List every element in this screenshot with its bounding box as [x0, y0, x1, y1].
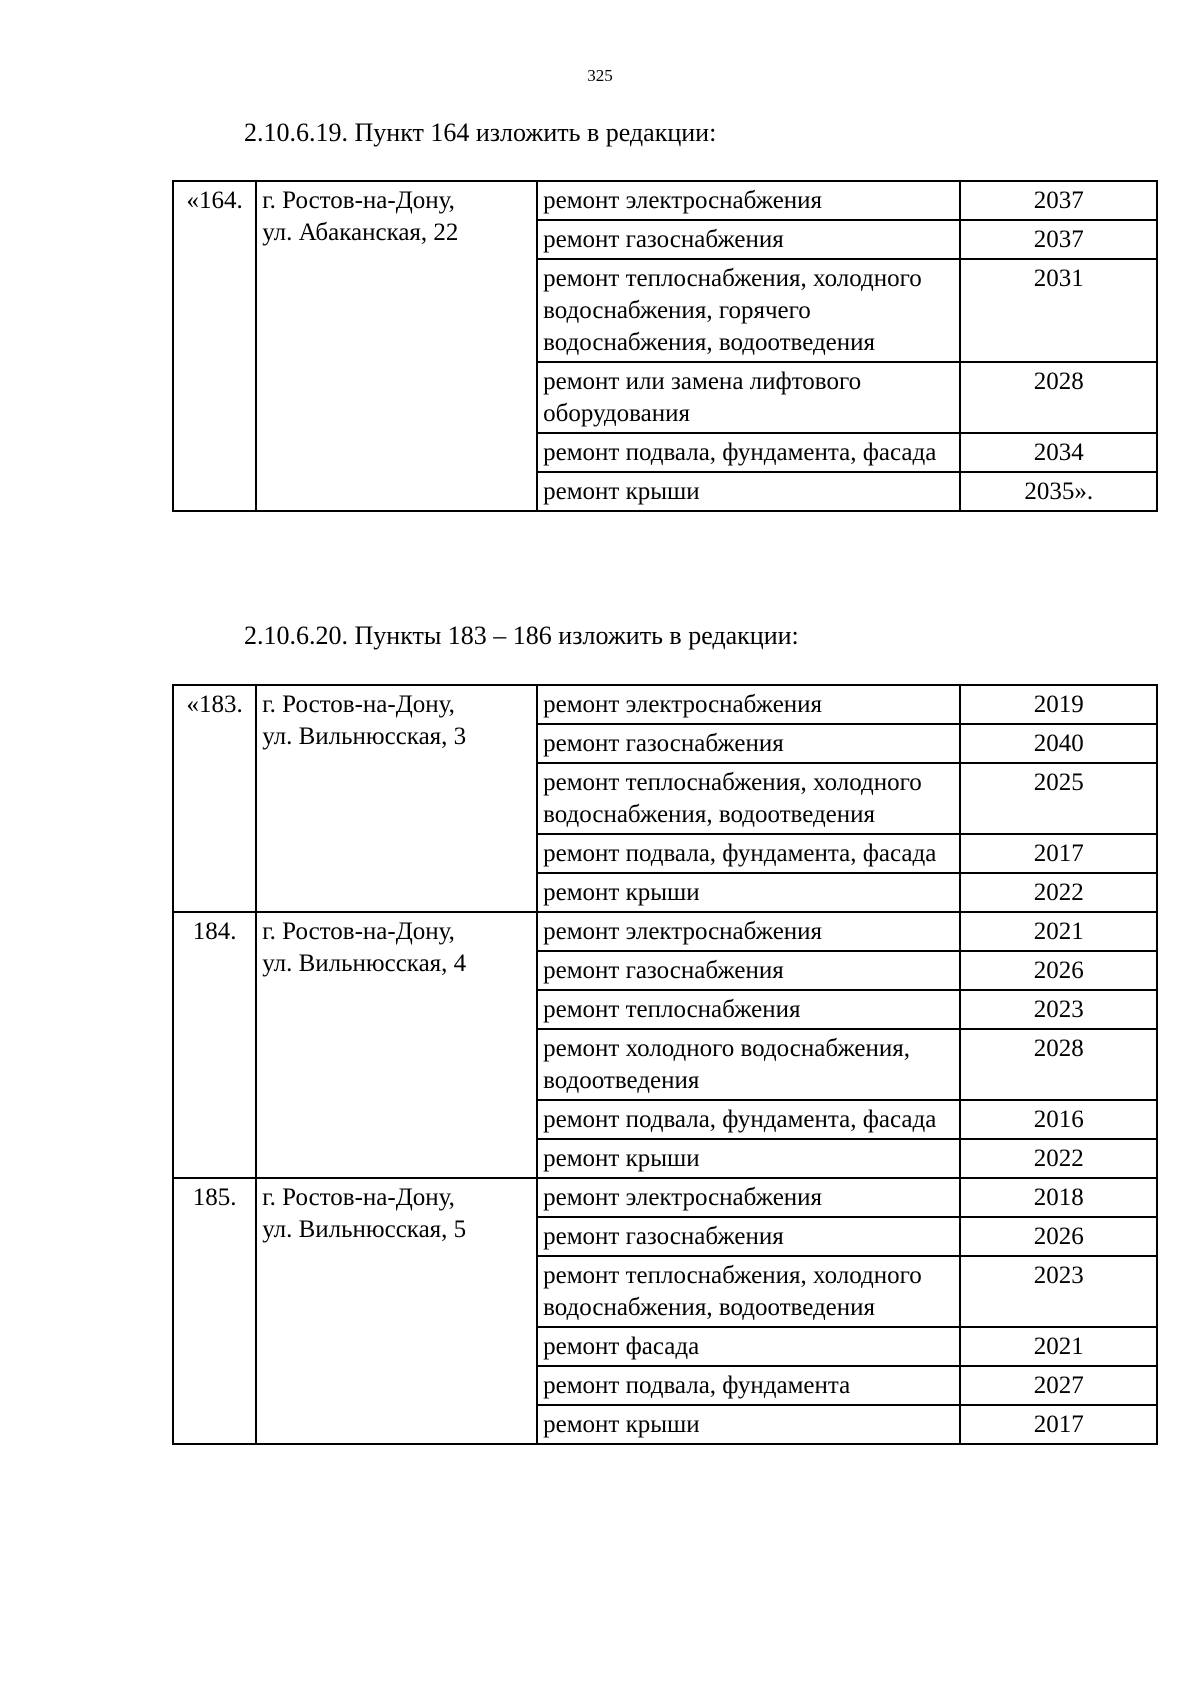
work-year: 2025: [960, 763, 1157, 834]
address-line: г. Ростов-на-Дону,: [262, 918, 455, 945]
table-row: [173, 181, 1157, 220]
work-year: 2017: [960, 834, 1157, 873]
work-year: 2026: [960, 1217, 1157, 1256]
work-type: ремонт крыши: [537, 873, 960, 912]
work-year: 2034: [960, 433, 1157, 472]
work-year: 2016: [960, 1100, 1157, 1139]
work-year: 2023: [960, 990, 1157, 1029]
address-line: ул. Вильнюсская, 5: [262, 1216, 467, 1243]
item-number: «164.: [173, 181, 256, 511]
repair-schedule-table: [172, 180, 1158, 512]
work-type: ремонт или замена лифтового оборудования: [537, 362, 960, 433]
address-line: г. Ростов-на-Дону,: [262, 187, 455, 214]
work-year: 2021: [960, 912, 1157, 951]
item-number: 184.: [173, 912, 256, 1178]
work-year: 2019: [960, 685, 1157, 724]
section-heading: 2.10.6.20. Пункты 183 – 186 изложить в редакции:: [244, 621, 799, 650]
work-type: ремонт газоснабжения: [537, 951, 960, 990]
address-cell: [256, 181, 537, 511]
address-line: ул. Вильнюсская, 4: [262, 950, 467, 977]
work-type: ремонт подвала, фундамента, фасада: [537, 1100, 960, 1139]
work-type: ремонт подвала, фундамента, фасада: [537, 834, 960, 873]
address-cell: [256, 912, 537, 1178]
work-type: ремонт электроснабжения: [537, 1178, 960, 1217]
work-year: 2037: [960, 181, 1157, 220]
work-year: 2031: [960, 259, 1157, 362]
work-year: 2023: [960, 1256, 1157, 1327]
page-number: 325: [587, 66, 613, 85]
work-type: ремонт электроснабжения: [537, 181, 960, 220]
work-year: 2021: [960, 1327, 1157, 1366]
work-type: ремонт теплоснабжения, холодного водоснабжения, водоотведения: [537, 1256, 960, 1327]
work-type: ремонт электроснабжения: [537, 685, 960, 724]
work-type: ремонт фасада: [537, 1327, 960, 1366]
work-year: 2040: [960, 724, 1157, 763]
work-type: ремонт подвала, фундамента, фасада: [537, 433, 960, 472]
work-year: 2028: [960, 362, 1157, 433]
work-year: 2018: [960, 1178, 1157, 1217]
work-year: 2022: [960, 1139, 1157, 1178]
table-row: [173, 912, 1157, 951]
item-number: «183.: [173, 685, 256, 912]
address-line: ул. Вильнюсская, 3: [262, 723, 467, 750]
work-type: ремонт газоснабжения: [537, 724, 960, 763]
work-year: 2022: [960, 873, 1157, 912]
section-heading: 2.10.6.19. Пункт 164 изложить в редакции:: [244, 118, 717, 147]
work-type: ремонт крыши: [537, 1405, 960, 1444]
work-year: 2017: [960, 1405, 1157, 1444]
repair-schedule-table: [172, 684, 1158, 1445]
work-year: 2027: [960, 1366, 1157, 1405]
work-year: 2026: [960, 951, 1157, 990]
work-type: ремонт подвала, фундамента: [537, 1366, 960, 1405]
work-type: ремонт газоснабжения: [537, 1217, 960, 1256]
work-type: ремонт теплоснабжения, холодного водоснабжения, водоотведения: [537, 763, 960, 834]
item-number: 185.: [173, 1178, 256, 1444]
address-line: г. Ростов-на-Дону,: [262, 691, 455, 718]
work-year: 2028: [960, 1029, 1157, 1100]
address-line: г. Ростов-на-Дону,: [262, 1184, 455, 1211]
address-cell: [256, 685, 537, 912]
address-cell: [256, 1178, 537, 1444]
work-type: ремонт крыши: [537, 1139, 960, 1178]
work-year: 2035».: [960, 472, 1157, 511]
work-year: 2037: [960, 220, 1157, 259]
work-type: ремонт теплоснабжения, холодного водоснабжения, горячего водоснабжения, водоотведения: [537, 259, 960, 362]
address-line: ул. Абаканская, 22: [262, 219, 459, 246]
work-type: ремонт холодного водоснабжения, водоотведения: [537, 1029, 960, 1100]
table-row: [173, 685, 1157, 724]
work-type: ремонт газоснабжения: [537, 220, 960, 259]
work-type: ремонт крыши: [537, 472, 960, 511]
work-type: ремонт теплоснабжения: [537, 990, 960, 1029]
table-row: [173, 1178, 1157, 1217]
work-type: ремонт электроснабжения: [537, 912, 960, 951]
